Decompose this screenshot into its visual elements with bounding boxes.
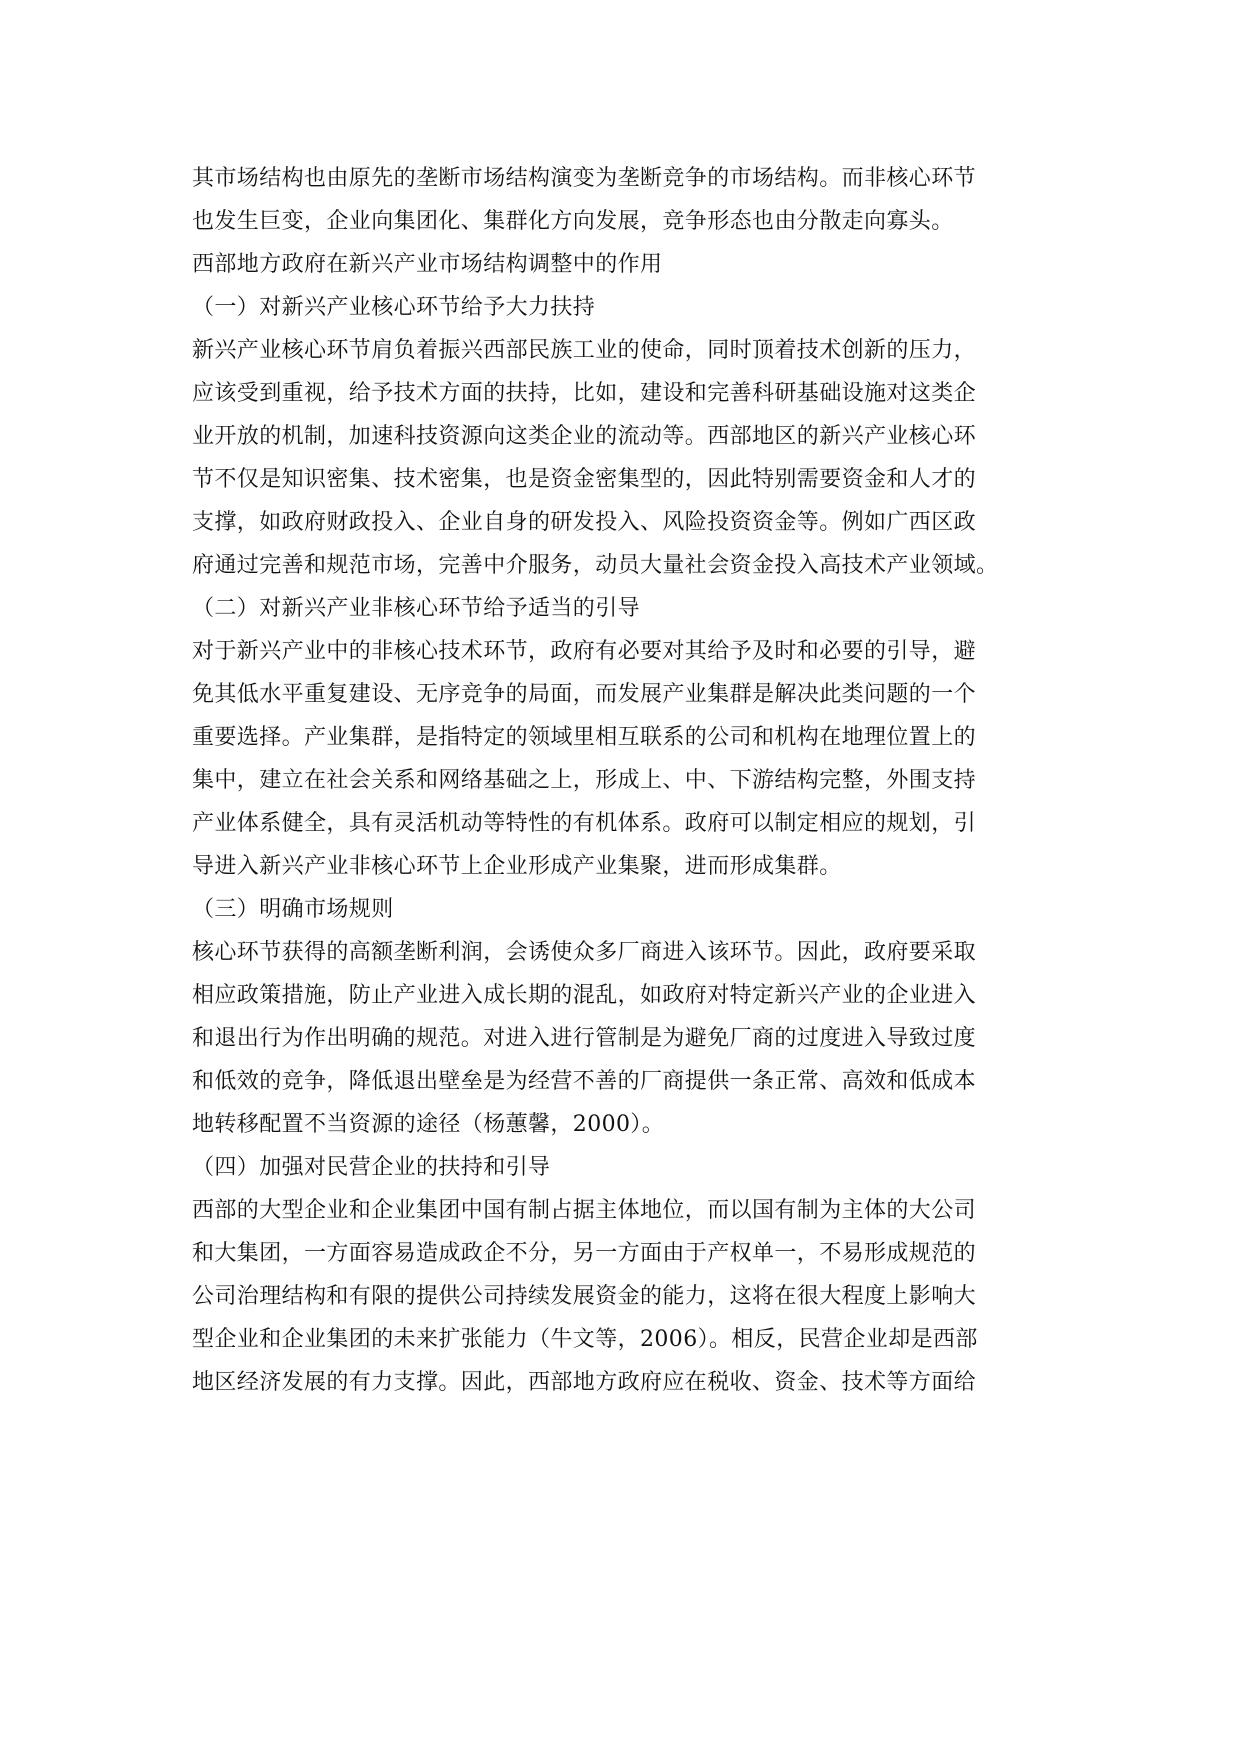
paragraph-line: 业开放的机制，加速科技资源向这类企业的流动等。西部地区的新兴产业核心环 [192, 424, 977, 449]
paragraph-line: 对于新兴产业中的非核心技术环节，政府有必要对其给予及时和必要的引导，避 [192, 639, 977, 664]
paragraph-line: 府通过完善和规范市场，完善中介服务，动员大量社会资金投入高技术产业领域。 [192, 553, 999, 578]
section-4 [192, 1146, 1056, 1404]
paragraph-line: 西部的大型企业和企业集团中国有制占据主体地位，而以国有制为主体的大公司 [192, 1198, 977, 1223]
intro-paragraph [192, 157, 1056, 243]
paragraph-line: 其市场结构也由原先的垄断市场结构演变为垄断竞争的市场结构。而非核心环节 [192, 166, 977, 191]
paragraph-line: 公司治理结构和有限的提供公司持续发展资金的能力，这将在很大程度上影响大 [192, 1284, 977, 1309]
paragraph-line: 也发生巨变，企业向集团化、集群化方向发展，竞争形态也由分散走向寡头。 [192, 209, 954, 234]
paragraph-line: 应该受到重视，给予技术方面的扶持，比如，建设和完善科研基础设施对这类企 [192, 381, 977, 406]
section-3 [192, 888, 1056, 1146]
paragraph-line: 集中，建立在社会关系和网络基础之上，形成上、中、下游结构完整，外围支持 [192, 768, 977, 793]
paragraph-line: 节不仅是知识密集、技术密集，也是资金密集型的，因此特别需要资金和人才的 [192, 467, 977, 492]
paragraph-line: 核心环节获得的高额垄断利润，会诱使众多厂商进入该环节。因此，政府要采取 [192, 940, 977, 965]
paragraph-line: 重要选择。产业集群，是指特定的领域里相互联系的公司和机构在地理位置上的 [192, 725, 977, 750]
paragraph-line: 地区经济发展的有力支撑。因此，西部地方政府应在税收、资金、技术等方面给 [192, 1370, 977, 1395]
paragraph-line: 和退出行为作出明确的规范。对进入进行管制是为避免厂商的过度进入导致过度 [192, 1026, 977, 1051]
paragraph-line: 型企业和企业集团的未来扩张能力（牛文等，2006）。相反，民营企业却是西部 [192, 1327, 978, 1352]
section-heading: （二）对新兴产业非核心环节给予适当的引导 [192, 596, 641, 621]
paragraph-line: 免其低水平重复建设、无序竞争的局面，而发展产业集群是解决此类问题的一个 [192, 682, 977, 707]
paragraph-line: 支撑，如政府财政投入、企业自身的研发投入、风险投资资金等。例如广西区政 [192, 510, 977, 535]
section-heading: （三）明确市场规则 [192, 897, 394, 922]
paragraph-line: 产业体系健全，具有灵活机动等特性的有机体系。政府可以制定相应的规划，引 [192, 811, 977, 836]
section-1 [192, 286, 1056, 587]
section-heading: （四）加强对民营企业的扶持和引导 [192, 1155, 551, 1180]
section-heading: （一）对新兴产业核心环节给予大力扶持 [192, 295, 596, 320]
paragraph-line: 相应政策措施，防止产业进入成长期的混乱，如政府对特定新兴产业的企业进入 [192, 983, 977, 1008]
section-2 [192, 587, 1056, 888]
paragraph-line: 和大集团，一方面容易造成政企不分，另一方面由于产权单一，不易形成规范的 [192, 1241, 977, 1266]
section-title: 西部地方政府在新兴产业市场结构调整中的作用 [192, 252, 663, 277]
paragraph-line: 和低效的竞争，降低退出壁垒是为经营不善的厂商提供一条正常、高效和低成本 [192, 1069, 977, 1094]
paragraph-line: 导进入新兴产业非核心环节上企业形成产业集聚，进而形成集群。 [192, 854, 842, 879]
paragraph-line: 地转移配置不当资源的途径（杨蕙馨，2000）。 [192, 1112, 665, 1137]
document-body [192, 157, 1056, 1404]
paragraph-line: 新兴产业核心环节肩负着振兴西部民族工业的使命，同时顶着技术创新的压力， [192, 338, 977, 363]
